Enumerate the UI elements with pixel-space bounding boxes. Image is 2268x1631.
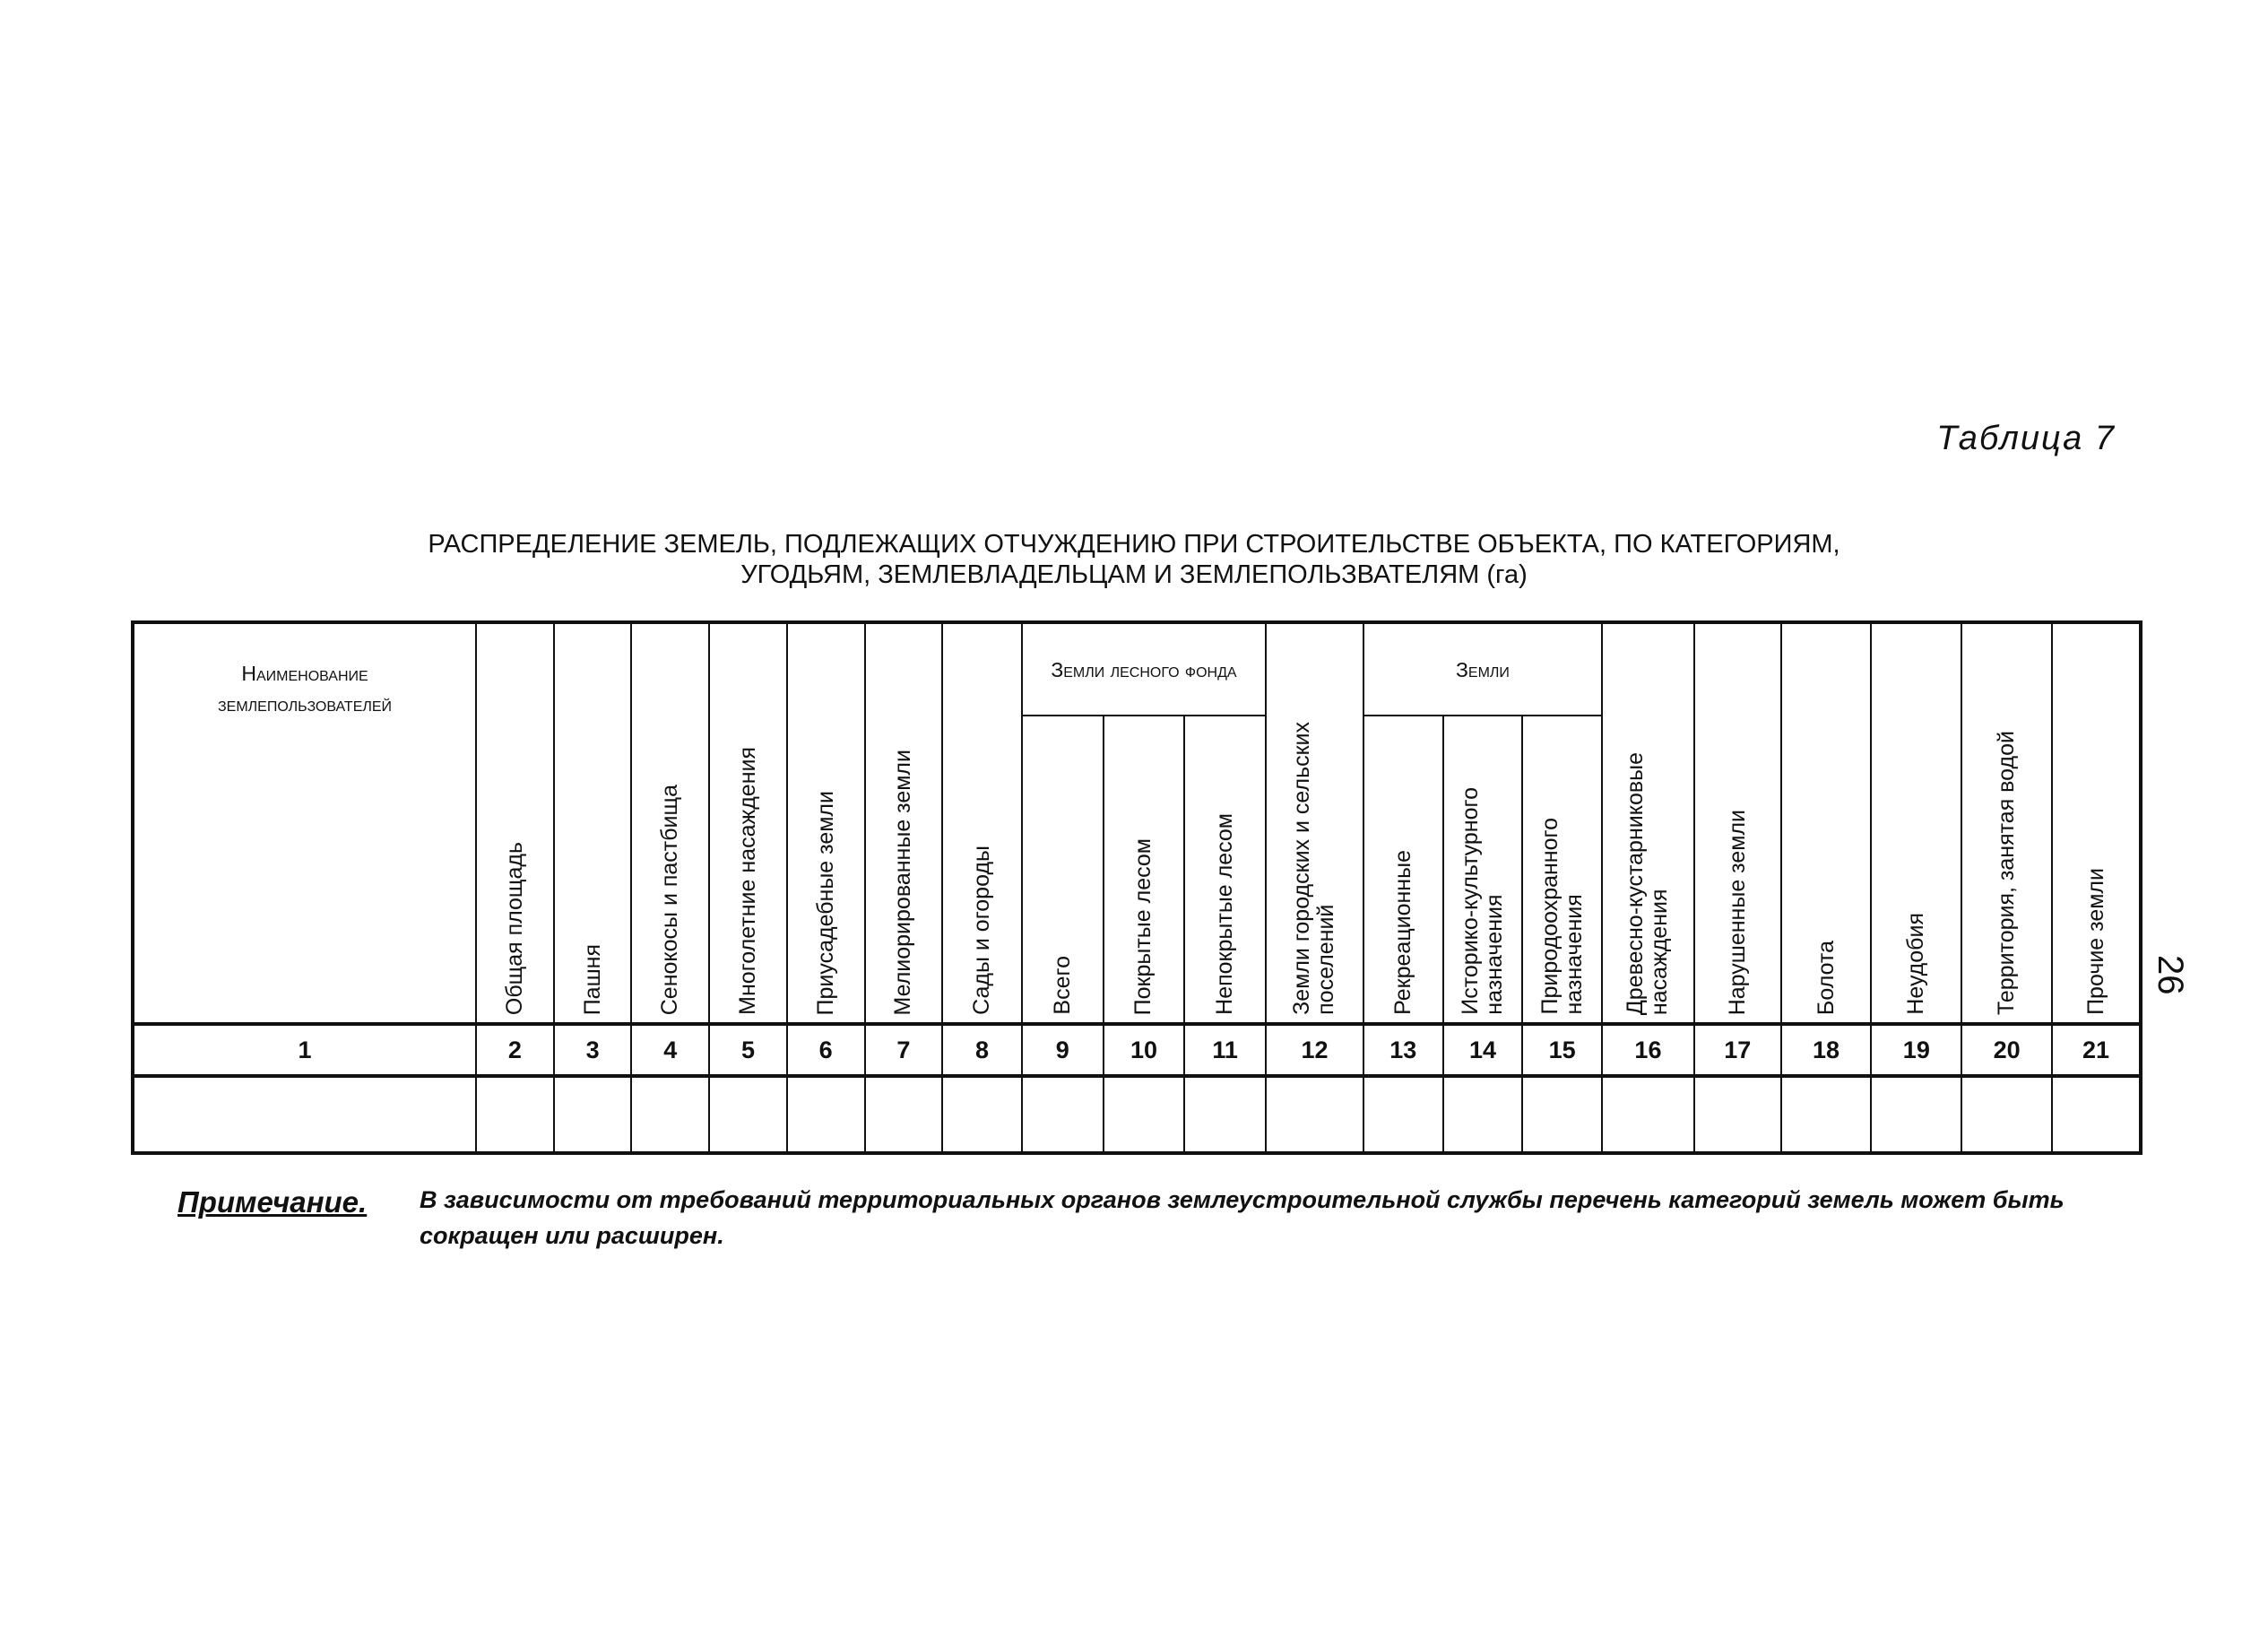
header-col-7 bbox=[865, 622, 943, 1024]
header-col-4-label: Сенокосы и пастбища bbox=[657, 784, 683, 1015]
header-col-17-label: Нарушенные земли bbox=[1724, 809, 1750, 1015]
empty-cell bbox=[709, 1076, 787, 1153]
col-number: 10 bbox=[1104, 1024, 1185, 1076]
header-col-10-label: Покрытые лесом bbox=[1130, 837, 1156, 1015]
header-col-13 bbox=[1363, 716, 1443, 1024]
col-number: 5 bbox=[709, 1024, 787, 1076]
header-col-21 bbox=[2052, 622, 2141, 1024]
title-line-1: РАСПРЕДЕЛЕНИЕ ЗЕМЕЛЬ, ПОДЛЕЖАЩИХ ОТЧУЖДЕНИЮ ПРИ СТРОИТЕЛЬСТВЕ ОБЪЕКТА, ПО КАТЕГОРИЯМ, bbox=[428, 530, 1840, 559]
header-col-7-label: Мелиорированные земли bbox=[890, 749, 916, 1015]
col-number: 2 bbox=[476, 1024, 554, 1076]
header-col-13-label: Рекреационные bbox=[1389, 850, 1415, 1015]
header-col-19 bbox=[1871, 622, 1961, 1024]
header-col-12 bbox=[1266, 622, 1363, 1024]
header-col-12-label: Земли городских и сельских поселений bbox=[1289, 722, 1339, 1015]
header-group-forest: Земли лесного фонда bbox=[1022, 622, 1266, 716]
page-number: 26 bbox=[2151, 955, 2190, 995]
header-col-16 bbox=[1602, 622, 1694, 1024]
col-number: 20 bbox=[1961, 1024, 2052, 1076]
header-col-8-label: Сады и огороды bbox=[969, 846, 995, 1015]
col-number: 6 bbox=[787, 1024, 865, 1076]
header-col-11 bbox=[1184, 716, 1266, 1024]
col-number: 11 bbox=[1184, 1024, 1266, 1076]
header-col-2 bbox=[476, 622, 554, 1024]
empty-cell bbox=[1694, 1076, 1781, 1153]
header-col-8 bbox=[942, 622, 1022, 1024]
header-col-16-label: Древесно-кустарниковые насаждения bbox=[1623, 751, 1673, 1015]
empty-cell bbox=[1522, 1076, 1602, 1153]
title-line-2: УГОДЬЯМ, ЗЕМЛЕВЛАДЕЛЬЦАМ И ЗЕМЛЕПОЛЬЗВАТЕЛЯМ (га) bbox=[740, 560, 1528, 589]
col-number: 9 bbox=[1022, 1024, 1104, 1076]
header-col-15 bbox=[1522, 716, 1602, 1024]
empty-cell bbox=[476, 1076, 554, 1153]
header-col-5 bbox=[709, 622, 787, 1024]
header-col-6-label: Приусадебные земли bbox=[812, 790, 838, 1015]
header-col-15-label: Природоохранного назначения bbox=[1537, 818, 1587, 1015]
empty-cell bbox=[1104, 1076, 1185, 1153]
empty-cell bbox=[1184, 1076, 1266, 1153]
empty-cell bbox=[1871, 1076, 1961, 1153]
col-number: 19 bbox=[1871, 1024, 1961, 1076]
header-col-18-label: Болота bbox=[1813, 940, 1839, 1015]
header-col-11-label: Непокрытые лесом bbox=[1212, 813, 1238, 1015]
empty-cell bbox=[2052, 1076, 2141, 1153]
empty-cell bbox=[1363, 1076, 1443, 1153]
header-name-line-1: Наименование bbox=[241, 662, 368, 685]
header-group-lands: Земли bbox=[1363, 622, 1602, 716]
col-number: 7 bbox=[865, 1024, 943, 1076]
col-number: 1 bbox=[133, 1024, 476, 1076]
empty-cell bbox=[787, 1076, 865, 1153]
empty-cell bbox=[1602, 1076, 1694, 1153]
land-distribution-table bbox=[131, 620, 2142, 1155]
header-col-3-label: Пашня bbox=[579, 943, 605, 1015]
col-number: 21 bbox=[2052, 1024, 2141, 1076]
header-col-20-label: Территория, занятая водой bbox=[1994, 731, 2020, 1015]
header-col-3 bbox=[554, 622, 632, 1024]
col-number: 16 bbox=[1602, 1024, 1694, 1076]
empty-cell bbox=[942, 1076, 1022, 1153]
note-text: В зависимости от требований территориальных органов землеустроительной службы перечень категорий земель может быть сокращен или расширен. bbox=[420, 1186, 2065, 1249]
empty-cell bbox=[1443, 1076, 1523, 1153]
col-number: 4 bbox=[631, 1024, 709, 1076]
col-number: 3 bbox=[554, 1024, 632, 1076]
header-col-14 bbox=[1443, 716, 1523, 1024]
col-number: 17 bbox=[1694, 1024, 1781, 1076]
empty-cell bbox=[865, 1076, 943, 1153]
header-name-line-2: землепользователей bbox=[218, 692, 393, 716]
col-number: 13 bbox=[1363, 1024, 1443, 1076]
document-title bbox=[269, 529, 1999, 590]
header-col-19-label: Неудобия bbox=[1903, 913, 1929, 1015]
header-name-column bbox=[133, 622, 476, 1024]
empty-cell bbox=[1022, 1076, 1104, 1153]
col-number: 12 bbox=[1266, 1024, 1363, 1076]
header-col-17 bbox=[1694, 622, 1781, 1024]
empty-cell bbox=[554, 1076, 632, 1153]
header-col-14-label: Историко-культурного назначения bbox=[1457, 787, 1507, 1015]
col-number: 8 bbox=[942, 1024, 1022, 1076]
header-col-6 bbox=[787, 622, 865, 1024]
empty-cell bbox=[1961, 1076, 2052, 1153]
empty-cell bbox=[631, 1076, 709, 1153]
header-col-5-label: Многолетние насаждения bbox=[734, 747, 760, 1015]
col-number: 18 bbox=[1781, 1024, 1872, 1076]
header-col-9-label: Всего bbox=[1049, 956, 1075, 1015]
empty-cell bbox=[1781, 1076, 1872, 1153]
col-number: 14 bbox=[1443, 1024, 1523, 1076]
note-label: Примечание. bbox=[177, 1185, 368, 1219]
empty-cell bbox=[1266, 1076, 1363, 1153]
empty-data-row bbox=[133, 1076, 2141, 1153]
header-col-9 bbox=[1022, 716, 1104, 1024]
col-number: 15 bbox=[1522, 1024, 1602, 1076]
header-col-18 bbox=[1781, 622, 1872, 1024]
empty-cell bbox=[133, 1076, 476, 1153]
header-col-10 bbox=[1104, 716, 1185, 1024]
header-col-20 bbox=[1961, 622, 2052, 1024]
header-col-21-label: Прочие земли bbox=[2082, 868, 2108, 1015]
table-label: Таблица 7 bbox=[1936, 420, 2116, 457]
column-number-row bbox=[133, 1024, 2141, 1076]
header-col-4 bbox=[631, 622, 709, 1024]
header-col-2-label: Общая площадь bbox=[501, 841, 527, 1015]
